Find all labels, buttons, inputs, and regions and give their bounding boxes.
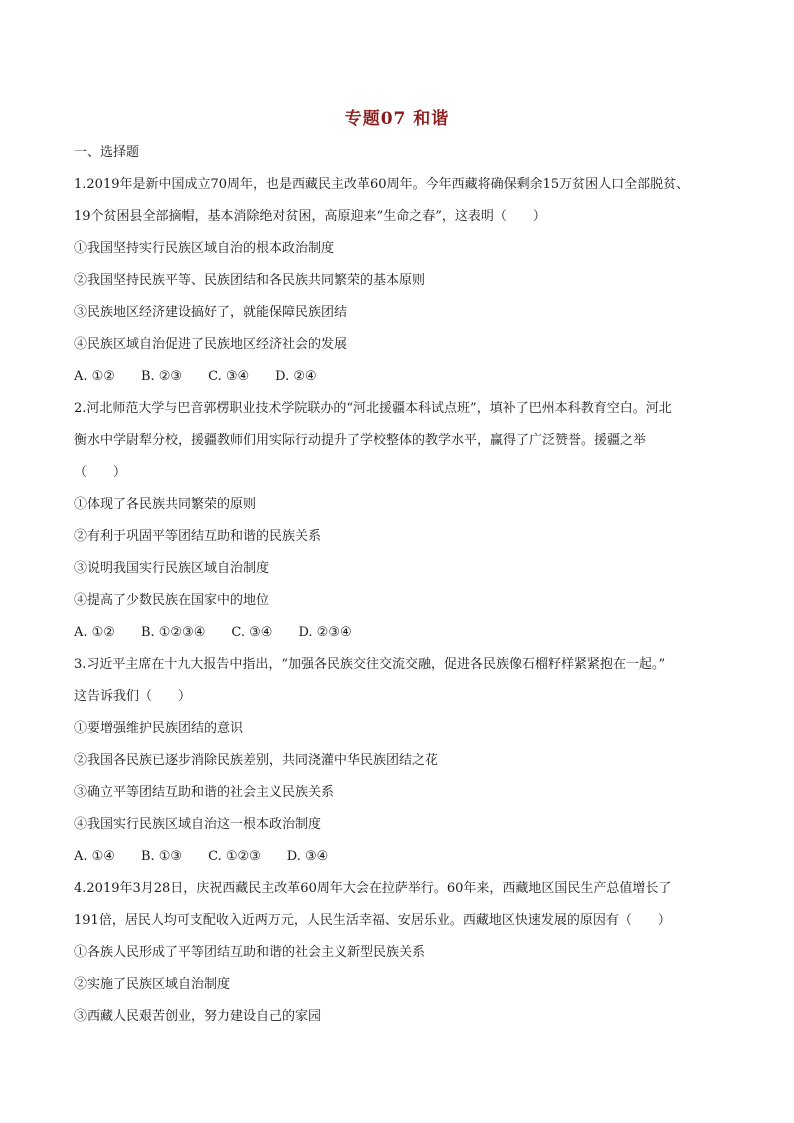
question-3-answer-choices: A. ①④ B. ①③ C. ①②③ D. ③④ [74,849,329,864]
question-3-option-3: ③确立平等团结互助和谐的社会主义民族关系 [74,785,335,800]
question-3-option-4: ④我国实行民族区域自治这一根本政治制度 [74,817,322,832]
question-4-option-3: ③西藏人民艰苦创业，努力建设自己的家园 [74,1009,322,1024]
question-2-stem-line-2: 衡水中学尉犁分校，援疆教师们用实际行动提升了学校整体的教学水平，赢得了广泛赞誉。援疆之举 [74,433,647,448]
question-4-stem-line-2: 191倍，居民人均可支配收入近两万元，人民生活幸福、安居乐业。西藏地区快速发展的原因有（ ） [74,913,671,928]
question-4-stem-line-1: 4.2019年3月28日，庆祝西藏民主改革60周年大会在拉萨举行。60年来，西藏地区国民生产总值增长了 [74,881,672,896]
question-1-option-3: ③民族地区经济建设搞好了，就能保障民族团结 [74,305,348,320]
question-1-stem-line-1: 1.2019年是新中国成立70周年，也是西藏民主改革60周年。今年西藏将确保剩余15万贫困人口全部脱贫、 [74,177,690,192]
question-2-option-1: ①体现了各民族共同繁荣的原则 [74,497,257,512]
question-2-stem-line-3: （ ） [74,465,127,480]
question-3-option-1: ①要增强维护民族团结的意识 [74,721,244,736]
document-body [74,145,726,1041]
question-3-stem-line-2: 这告诉我们（ ） [74,689,192,704]
section-heading: 一、选择题 [74,145,140,160]
question-4-option-2: ②实施了民族区域自治制度 [74,977,231,992]
question-1-option-1: ①我国坚持实行民族区域自治的根本政治制度 [74,241,335,256]
question-1-answer-choices: A. ①② B. ②③ C. ③④ D. ②④ [74,369,317,384]
question-3-option-2: ②我国各民族已逐步消除民族差别，共同浇灌中华民族团结之花 [74,753,439,768]
question-2 [74,401,726,641]
question-4-option-1: ①各族人民形成了平等团结互助和谐的社会主义新型民族关系 [74,945,426,960]
document-title: 专题07 和谐 [344,109,450,129]
question-2-answer-choices: A. ①② B. ①②③④ C. ③④ D. ②③④ [74,625,352,640]
question-2-option-2: ②有利于巩固平等团结互助和谐的民族关系 [74,529,322,544]
question-2-option-3: ③说明我国实行民族区域自治制度 [74,561,270,576]
question-2-stem-line-1: 2.河北师范大学与巴音郭楞职业技术学院联办的“河北援疆本科试点班”，填补了巴州本科教育空白。河北 [74,401,672,416]
question-3-stem-line-1: 3.习近平主席在十九大报告中指出，“加强各民族交往交流交融，促进各民族像石榴籽样紧紧抱在一起。” [74,657,666,672]
question-1-stem-line-2: 19个贫困县全部摘帽，基本消除绝对贫困，高原迎来“生命之春”，这表明（ ） [74,209,546,224]
question-1-option-4: ④民族区域自治促进了民族地区经济社会的发展 [74,337,348,352]
question-4 [74,881,726,1025]
question-1 [74,177,726,385]
question-3 [74,657,726,865]
question-1-option-2: ②我国坚持民族平等、民族团结和各民族共同繁荣的基本原则 [74,273,426,288]
question-2-option-4: ④提高了少数民族在国家中的地位 [74,593,270,608]
